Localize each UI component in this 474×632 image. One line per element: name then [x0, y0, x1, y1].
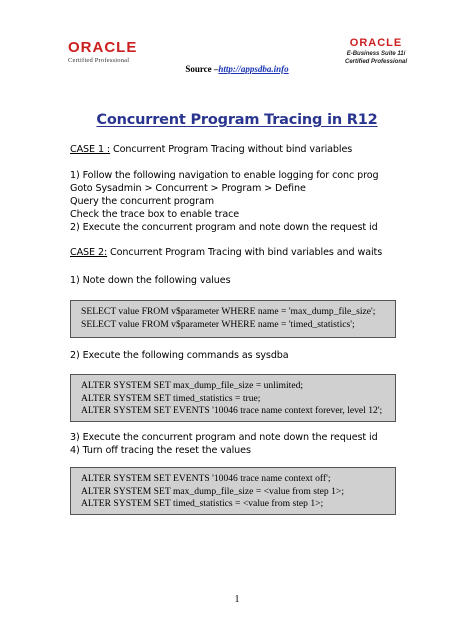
step-note-values: 1) Note down the following values	[70, 275, 231, 286]
code-line: ALTER SYSTEM SET EVENTS '10046 trace name context forever, level 12';	[81, 405, 383, 416]
logo-subtitle: Certified Professional	[68, 57, 130, 64]
code-line: ALTER SYSTEM SET max_dump_file_size = unlimited;	[81, 380, 304, 391]
logo-brand-right: ORACLE	[349, 37, 403, 49]
source-line	[0, 64, 474, 74]
case2-text: Concurrent Program Tracing with bind variables and waits	[107, 247, 383, 258]
code-block-alter-enable	[70, 374, 396, 422]
source-link[interactable]: http://appsdba.info	[218, 64, 289, 74]
code-line: ALTER SYSTEM SET max_dump_file_size = <value from step 1>;	[81, 485, 344, 497]
case1-step-1: 1) Follow the following navigation to enable logging for conc prog	[70, 170, 379, 181]
source-prefix: Source –	[185, 64, 219, 74]
code-line: ALTER SYSTEM SET timed_statistics = <value from step 1>;	[81, 498, 324, 509]
code-line: SELECT value FROM v$parameter WHERE name = 'max_dump_file_size';	[81, 306, 376, 317]
oracle-ebs-logo-right	[320, 38, 432, 66]
step-run-program: 3) Execute the concurrent program and note down the request id	[70, 432, 378, 443]
case1-label: CASE 1 :	[70, 144, 111, 155]
logo-line1: E-Business Suite 11i	[346, 51, 406, 57]
case1-step-5: 2) Execute the concurrent program and note down the request id	[70, 222, 378, 233]
page-number: 1	[234, 594, 240, 605]
logo-line2: Certified Professional	[344, 58, 407, 65]
code-line: ALTER SYSTEM SET timed_statistics = true;	[81, 392, 261, 404]
code-block-alter-reset	[70, 467, 396, 515]
case1-heading	[70, 144, 352, 155]
code-line: SELECT value FROM v$parameter WHERE name = 'timed_statistics';	[81, 318, 355, 330]
case1-step-3: Query the concurrent program	[70, 196, 215, 207]
case2-label: CASE 2:	[70, 247, 108, 258]
code-line: ALTER SYSTEM SET EVENTS '10046 trace name context off';	[81, 473, 331, 484]
oracle-certified-logo-left	[68, 40, 148, 64]
case1-step-2: Goto Sysadmin > Concurrent > Program > Define	[70, 183, 306, 194]
step-turn-off: 4) Turn off tracing the reset the values	[70, 445, 251, 456]
case2-heading	[70, 247, 382, 258]
case1-step-4: Check the trace box to enable trace	[70, 209, 240, 220]
code-block-select	[70, 300, 396, 338]
step-exec-sysdba: 2) Execute the following commands as sysdba	[70, 350, 289, 361]
document-title: Concurrent Program Tracing in R12	[96, 112, 378, 128]
case1-text: Concurrent Program Tracing without bind variables	[110, 144, 353, 155]
logo-brand: ORACLE	[68, 39, 138, 56]
